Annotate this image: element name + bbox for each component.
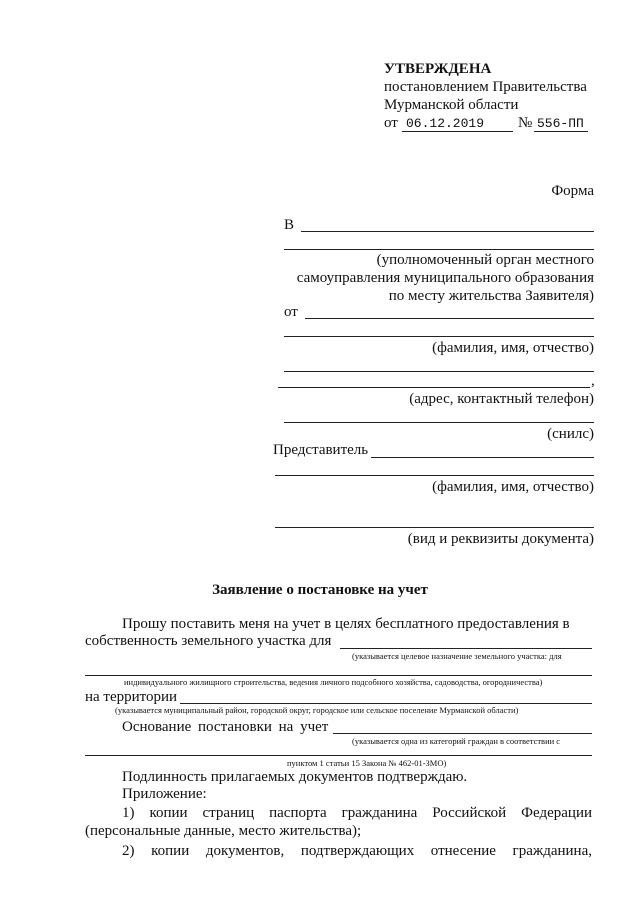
addressee-from-label: от xyxy=(284,304,298,320)
approval-line-1: постановлением Правительства xyxy=(384,79,587,95)
authority-note-2: самоуправления муниципального образования xyxy=(296,270,594,286)
territory-field-line[interactable] xyxy=(180,703,592,704)
purpose-note-2: индивидуального жилищного строительства, ведения личного подсобного хозяйства, садоводства, огородничества) xyxy=(124,677,543,687)
address-note: (адрес, контактный телефон) xyxy=(409,391,594,407)
applicant-fio-note: (фамилия, имя, отчество) xyxy=(432,340,594,356)
basis-note-2: пунктом 1 статьи 15 Закона № 462-01-ЗМО) xyxy=(287,758,447,768)
authenticity-text: Подлинность прилагаемых документов подтверждаю. xyxy=(122,769,468,785)
authority-note-1: (уполномоченный орган местного xyxy=(376,252,594,268)
authority-field-line-2[interactable] xyxy=(284,249,594,250)
basis-note-1: (указывается одна из категорий граждан в соответствии с xyxy=(352,736,561,746)
territory-label: на территории xyxy=(85,689,178,705)
approval-number-label: № xyxy=(518,115,533,131)
representative-field-line-1[interactable] xyxy=(371,457,594,458)
address-comma: , xyxy=(591,373,595,389)
attachment-item-2-line-1: 2) копии документов, подтверждающих отнесение гражданина, xyxy=(122,843,592,859)
attachment-item-1-line-2: (персональные данные, место жительства); xyxy=(85,823,362,839)
form-label: Форма xyxy=(551,183,594,199)
purpose-field-line-2[interactable] xyxy=(85,675,592,676)
address-field-line-2[interactable] xyxy=(278,387,590,388)
approval-line-2: Мурманской области xyxy=(384,97,519,113)
applicant-fio-field-line-2[interactable] xyxy=(284,336,594,337)
approval-number-underline xyxy=(534,131,588,132)
approval-title: УТВЕРЖДЕНА xyxy=(384,61,492,77)
para1-line-2: собственность земельного участка для xyxy=(85,633,332,649)
document-note: (вид и реквизиты документа) xyxy=(407,531,594,547)
basis-field-line-2[interactable] xyxy=(85,755,592,756)
para1-line-1: Прошу поставить меня на учет в целях бесплатного предоставления в xyxy=(122,616,570,632)
approval-from-label: от xyxy=(384,115,398,131)
attachment-label: Приложение: xyxy=(122,786,207,802)
snils-field-line[interactable] xyxy=(284,422,594,423)
basis-label: Основание постановки на учет xyxy=(122,719,329,735)
authority-field-line-1[interactable] xyxy=(301,231,594,232)
approval-date-underline xyxy=(402,131,513,132)
address-field-line-1[interactable] xyxy=(284,371,594,372)
approval-date: 06.12.2019 xyxy=(406,116,485,131)
application-title: Заявление о постановке на учет xyxy=(212,582,428,598)
representative-label: Представитель xyxy=(273,442,369,458)
representative-fio-note: (фамилия, имя, отчество) xyxy=(432,479,594,495)
authority-note-3: по месту жительства Заявителя) xyxy=(388,288,594,304)
basis-field-line-1[interactable] xyxy=(333,733,592,734)
applicant-fio-field-line-1[interactable] xyxy=(305,318,594,319)
purpose-note-1: (указывается целевое назначение земельного участка: для xyxy=(352,651,562,661)
attachment-item-1-line-1: 1) копии страниц паспорта гражданина Российской Федерации xyxy=(122,805,592,821)
document-field-line[interactable] xyxy=(275,527,594,528)
representative-field-line-2[interactable] xyxy=(275,475,594,476)
snils-note: (снилс) xyxy=(547,426,594,442)
approval-number: 556-ПП xyxy=(537,116,584,131)
territory-note: (указывается муниципальный район, городской округ, городское или сельское поселение Мурманской области) xyxy=(115,705,519,715)
addressee-to-label: В xyxy=(284,217,295,233)
purpose-field-line-1[interactable] xyxy=(340,648,592,649)
